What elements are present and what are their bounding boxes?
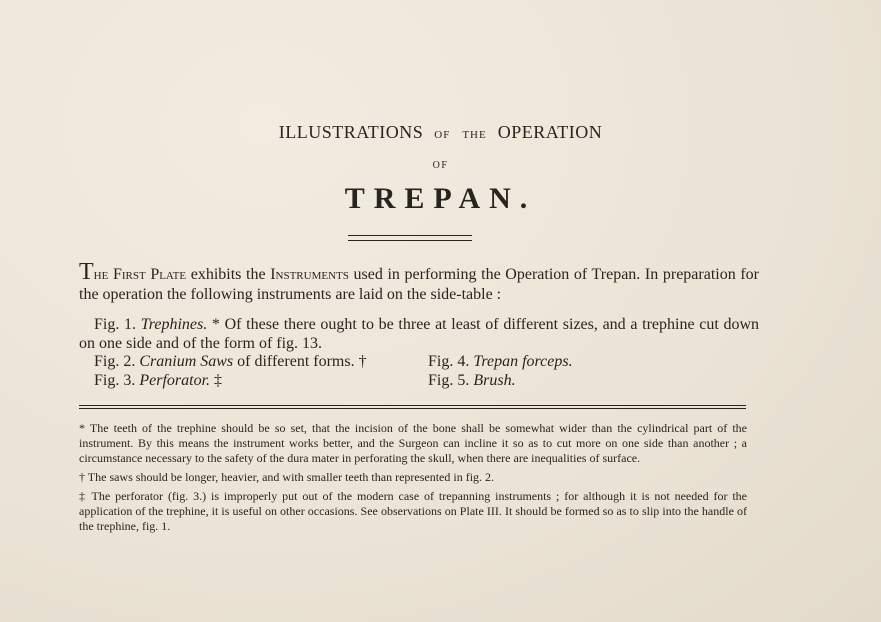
intro-paragraph (79, 259, 760, 305)
title-rule (348, 235, 472, 241)
fig-4-entry (428, 353, 573, 371)
intro-text-2: used in performing the Operation of Trepan. In preparation for the operation the following instruments are laid on the side-table : (79, 266, 760, 303)
drop-cap: T (79, 259, 94, 285)
fig-4-label: Fig. 4. (428, 353, 470, 370)
fig-2-name: Cranium Saws (139, 353, 234, 370)
footnote-3: ‡ The perforator (fig. 3.) is improperly put out of the modern case of trepanning instruments ; for although it is not needed for the application of the trephine, it is useful on other occasions. See observations on Plate III. It should be formed so as to slip into the handle of the trephine, fig. 1. (79, 489, 747, 533)
fig-1-text: * Of these there ought to be three at least of different sizes, and a trephine cut down on one side and of the form of fig. 13. (79, 316, 760, 352)
footnote-1: * The teeth of the trephine should be so set, that the incision of the bone shall be somewhat wider than the cylindrical part of the instrument. By this means the instrument works better, and the Surgeon can incline it so as to cut more on one side than another ; a circumstance necessary to the safety of the dura mater in perforating the skull, when there are inequalities of surface. (79, 421, 747, 465)
title-trepan: TREPAN. (344, 182, 537, 215)
title-of: of (434, 126, 451, 142)
title-the: the (462, 126, 487, 142)
fig-5-label: Fig. 5. (428, 372, 470, 389)
title-operation: OPERATION (497, 122, 603, 142)
intro-instruments: Instruments (270, 266, 349, 283)
fig-4-name: Trepan forceps. (473, 353, 573, 370)
fig-3-text: ‡ (210, 372, 223, 389)
footnote-rule (79, 405, 746, 409)
fig-1-entry (79, 315, 759, 353)
fig-3-entry (94, 372, 222, 390)
footnote-2: † The saws should be longer, heavier, and with smaller teeth than represented in fig. 2. (79, 470, 495, 484)
title-line-2: OF (432, 160, 449, 171)
fig-1-name: Trephines. (140, 316, 208, 333)
intro-text-1: exhibits the (186, 266, 271, 283)
fig-1-label: Fig. 1. (94, 316, 137, 333)
fig-3-name: Perforator. (139, 372, 211, 389)
fig-5-name: Brush. (473, 372, 516, 389)
title-line-1 (0, 122, 881, 143)
fig-2-entry (94, 353, 367, 371)
fig-3-label: Fig. 3. (94, 372, 136, 389)
fig-2-label: Fig. 2. (94, 353, 136, 370)
fig-5-entry (428, 372, 516, 390)
intro-lead: he First Plate (93, 266, 187, 283)
title-illustrations: ILLUSTRATIONS (278, 122, 424, 142)
fig-2-text: of different forms. † (233, 353, 367, 370)
